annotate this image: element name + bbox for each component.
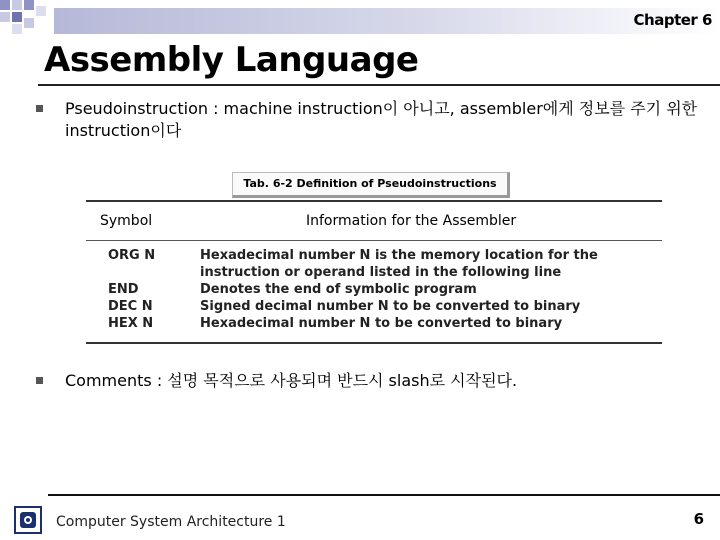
table-body (86, 241, 662, 342)
footer-divider (48, 494, 720, 496)
title-divider (38, 84, 720, 86)
row-symbol: DEC N (108, 299, 153, 314)
bullet-square-icon (36, 105, 43, 112)
header-bar (54, 8, 720, 34)
table-bottom-rule (86, 342, 662, 344)
table-caption: Tab. 6-2 Definition of Pseudoinstructions (232, 172, 510, 198)
page-number: 6 (693, 510, 704, 528)
row-information: Denotes the end of symbolic program (200, 282, 477, 297)
bullet-pseudoinstruction: Pseudoinstruction : machine instruction이 아니고, assembler에게 정보를 주기 위한 instruction이다 (65, 99, 698, 140)
table-header (86, 202, 662, 240)
table-row (86, 298, 662, 315)
university-logo-icon (14, 506, 42, 534)
chapter-label: Chapter 6 (633, 11, 712, 29)
row-symbol: END (108, 282, 139, 297)
header-symbol: Symbol (100, 213, 153, 229)
row-symbol: ORG N (108, 248, 156, 263)
pseudoinstruction-table (86, 200, 662, 344)
table-row (86, 315, 662, 332)
row-information: Hexadecimal number N is the memory location for the instruction or operand listed in the following line (200, 248, 598, 280)
header-information: Information for the Assembler (306, 213, 517, 229)
page-title: Assembly Language (44, 40, 419, 80)
table-row (86, 247, 662, 281)
table-row (86, 281, 662, 298)
bullet-square-icon (36, 377, 43, 384)
row-information: Hexadecimal number N to be converted to binary (200, 316, 563, 331)
footer-course-title: Computer System Architecture 1 (56, 514, 286, 530)
decorative-squares (0, 0, 60, 36)
bullet-comments: Comments : 설명 목적으로 사용되며 반드시 slash로 시작된다. (65, 371, 518, 390)
row-symbol: HEX N (108, 316, 154, 331)
row-information: Signed decimal number N to be converted to binary (200, 299, 581, 314)
